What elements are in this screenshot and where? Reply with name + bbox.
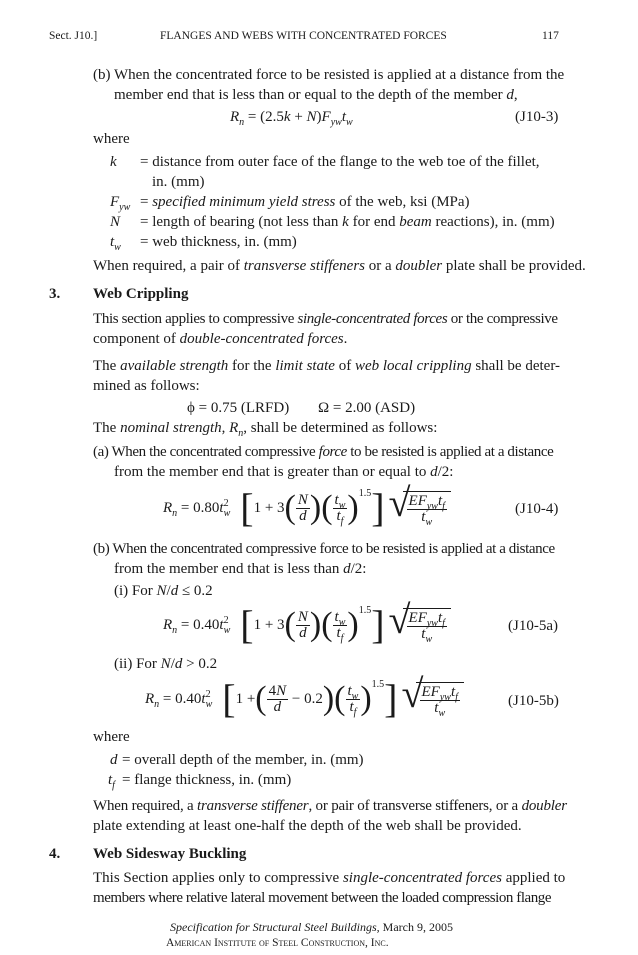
phi-lrfd: ϕ = 0.75 (LRFD)	[187, 400, 290, 416]
item-a-line2: from the member end that is greater than or equal to d/2:	[114, 464, 454, 480]
s3-para2-line2: mined as follows:	[93, 378, 200, 394]
s3-para2-line1: The available strength for the limit state of web local crippling shall be deter-	[93, 358, 561, 374]
equation-label-j10-5a: (J10-5a)	[508, 618, 558, 634]
nominal-strength-line: The nominal strength, $R_n$, shall be determined as follows:	[93, 420, 438, 439]
equation-label-j10-5b: (J10-5b)	[508, 693, 559, 709]
def-fyw: = specified minimum yield stress of the web, ksi (MPa)	[140, 194, 470, 210]
def-k-line2: in. (mm)	[152, 174, 205, 190]
symbol-tw: $t_w$	[110, 234, 121, 253]
symbol-d: d	[110, 752, 118, 768]
symbol-k: k	[110, 154, 117, 170]
s3-para1-line2: component of double-concentrated forces.	[93, 331, 348, 347]
sub-item-i: (i) For N/d ≤ 0.2	[114, 583, 213, 599]
equation-label-j10-3: (J10-3)	[515, 109, 559, 125]
equation-label-j10-4: (J10-4)	[515, 501, 559, 517]
def-tw: = web thickness, in. (mm)	[140, 234, 297, 250]
symbol-tf: $t_f$	[108, 772, 115, 791]
section-3-number: 3.	[49, 286, 61, 302]
equation-j10-5a: $R_n = 0.40t^2_w$ [ 1 + 3 ( $\frac{N}{d}$ ) ( $\frac{t_w}{t_f}$ ) $^{1.5}$ ] √ $\frac{EF_{yw}t_f}{t_w}$	[163, 603, 451, 647]
section-4-heading: Web Sidesway Buckling	[93, 846, 247, 862]
symbol-fyw: $F_{yw}$	[110, 194, 131, 213]
def-tf: = flange thickness, in. (mm)	[122, 772, 292, 788]
def-d: = overall depth of the member, in. (mm)	[122, 752, 364, 768]
item-b2-line2: from the member end that is less than d/2:	[114, 561, 367, 577]
def-n: = length of bearing (not less than k for end beam reactions), in. (mm)	[140, 214, 555, 230]
closing-stiffener-line1: When required, a transverse stiffener, or pair of transverse stiffeners, or a doubler	[93, 798, 567, 814]
running-header-title: FLANGES AND WEBS WITH CONCENTRATED FORCES	[160, 30, 447, 42]
equation-j10-3: $R_n = (2.5k + N)F_{yw}t_w$	[230, 109, 353, 128]
running-header-section: Sect. J10.]	[49, 30, 98, 42]
section-3-heading: Web Crippling	[93, 286, 189, 302]
item-b-line2: member end that is less than or equal to the depth of the member d,	[114, 87, 518, 103]
where-label-1: where	[93, 131, 130, 147]
item-b-line1: (b) When the concentrated force to be resisted is applied at a distance from the	[93, 67, 565, 83]
omega-asd: Ω = 2.00 (ASD)	[318, 400, 416, 416]
s4-para1-line2: members where relative lateral movement between the loaded compression flange	[93, 890, 552, 906]
page-number: 117	[542, 30, 559, 42]
equation-j10-4: $R_n = 0.80t^2_w$ [ 1 + 3 ( $\frac{N}{d}$ ) ( $\frac{t_w}{t_f}$ ) $^{1.5}$ ] √ $\frac{EF_{yw}t_f}{t_w}$	[163, 486, 451, 530]
def-k-line1: = distance from outer face of the flange to the web toe of the fillet,	[140, 154, 540, 170]
section-4-number: 4.	[49, 846, 61, 862]
closing-stiffener-line2: plate extending at least one-half the depth of the web shall be provided.	[93, 818, 522, 834]
symbol-n: N	[110, 214, 121, 230]
s4-para1-line1: This Section applies only to compressive single-concentrated forces applied to	[93, 870, 566, 886]
equation-j10-5b: $R_n = 0.40t^2_w$ [ 1 + ( $\frac{4N}{d}$ − 0.2 ) ( $\frac{t_w}{t_f}$ ) $^{1.5}$ ] √ $\frac{EF_{yw}t_f}{t_w}$	[145, 677, 464, 721]
footer-line1: Specification for Structural Steel Buildings, March 9, 2005	[170, 920, 453, 934]
where-label-2: where	[93, 729, 130, 745]
sub-item-ii: (ii) For N/d > 0.2	[114, 656, 218, 672]
s3-para1-line1: This section applies to compressive single-concentrated forces or the compressive	[93, 311, 558, 327]
item-b2-line1: (b) When the concentrated compressive force to be resisted is applied at a distance	[93, 541, 555, 557]
item-a-line1: (a) When the concentrated compressive force to be resisted is applied at a distance	[93, 444, 554, 460]
closing-stiffeners: When required, a pair of transverse stiffeners or a doubler plate shall be provided.	[93, 258, 586, 274]
footer-line2: American Institute of Steel Construction, Inc.	[166, 937, 389, 949]
